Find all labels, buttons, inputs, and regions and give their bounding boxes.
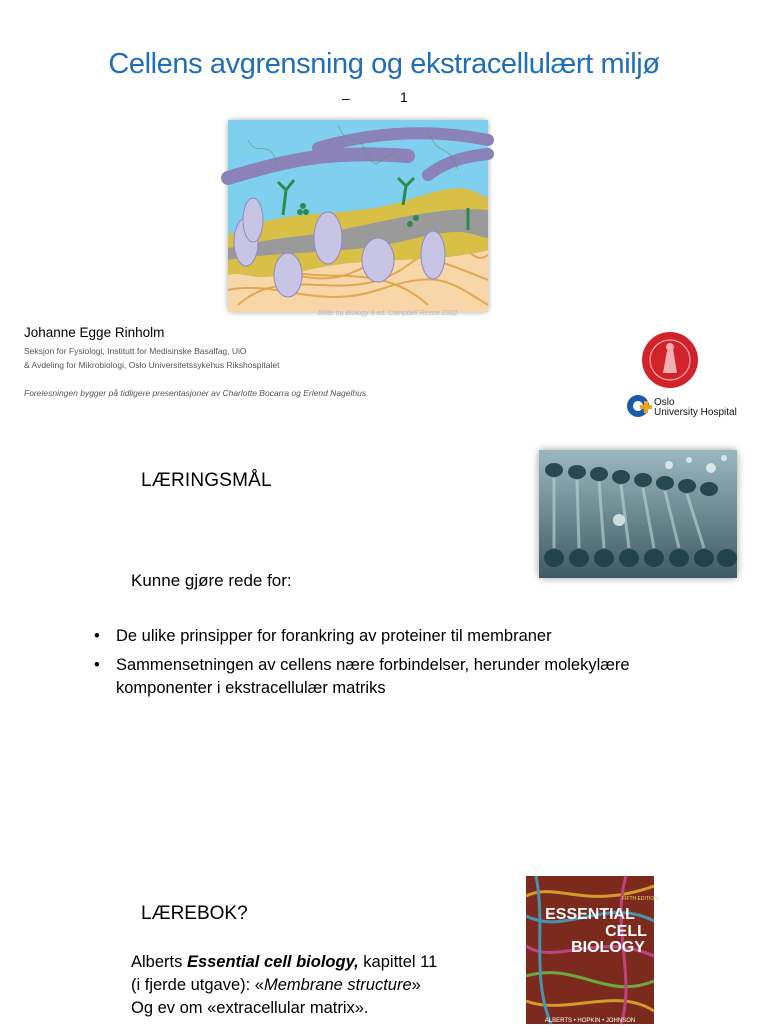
slide-title: Cellens avgrensning og ekstracellulært miljø — [108, 48, 660, 80]
subtitle-dash: – — [342, 90, 350, 106]
textbook-line-1: Alberts Essential cell biology, kapittel 11 — [131, 953, 438, 971]
learning-goals-list — [94, 625, 714, 706]
cover-title-line1: ESSENTIAL — [545, 906, 635, 923]
hospital-name-line1: Oslo — [654, 397, 675, 408]
affiliation-1: Seksjon for Fysiologi, Institutt for Medisinske Basalfag, UiO — [24, 346, 247, 356]
bullet-text: De ulike prinsipper for forankring av proteiner til membraner — [116, 627, 552, 645]
subtitle-number: 1 — [400, 89, 408, 105]
chapter-title: Membrane structure — [263, 976, 412, 994]
cover-edition: FIFTH EDITION — [622, 896, 658, 902]
list-item — [94, 654, 714, 701]
membrane-svg — [228, 120, 488, 312]
cover-authors: ALBERTS • HOPKIN • JOHNSON — [544, 1018, 636, 1024]
oslo-university-hospital-logo — [626, 391, 754, 423]
textbook-description — [131, 951, 437, 1020]
bullet-text: Sammensetningen av cellens nære forbindelser, herunder molekylære komponenter i ekstracellulær matriks — [116, 655, 630, 697]
list-item — [94, 625, 714, 649]
hospital-name-line2: University Hospital — [654, 407, 737, 418]
hospital-emblem-icon — [626, 393, 652, 419]
cover-title-line3: BIOLOGY — [571, 939, 645, 956]
university-seal-logo — [641, 331, 699, 389]
bullet-icon: • — [94, 627, 100, 645]
membrane-illustration — [228, 120, 488, 312]
textbook-title: Essential cell biology, — [186, 953, 359, 971]
author-name: Johanne Egge Rinholm — [24, 325, 165, 340]
learning-intro: Kunne gjøre rede for: — [131, 571, 292, 590]
lipid-bilayer-image — [539, 450, 737, 578]
textbook-heading: LÆREBOK? — [141, 903, 248, 924]
cover-title-line2: CELL — [605, 923, 647, 940]
learning-goals-heading: LÆRINGSMÅL — [141, 470, 272, 491]
lecture-credit-note: Forelesningen bygger på tidligere presentasjoner av Charlotte Bocarra og Erlend Nagelhus — [24, 388, 367, 398]
bullet-icon: • — [94, 655, 100, 674]
affiliation-2: & Avdeling for Mikrobiologi, Oslo Universitetssykehus Rikshospitalet — [24, 360, 280, 370]
image-credit: Bilde fra Biology 6.ed. Campbell Reece 2002 — [318, 310, 458, 317]
textbook-cover-image — [526, 876, 658, 1024]
textbook-line-2: (i fjerde utgave): «Membrane structure» — [131, 976, 421, 994]
textbook-line-3: Og ev om «extracellular matrix». — [131, 999, 369, 1017]
